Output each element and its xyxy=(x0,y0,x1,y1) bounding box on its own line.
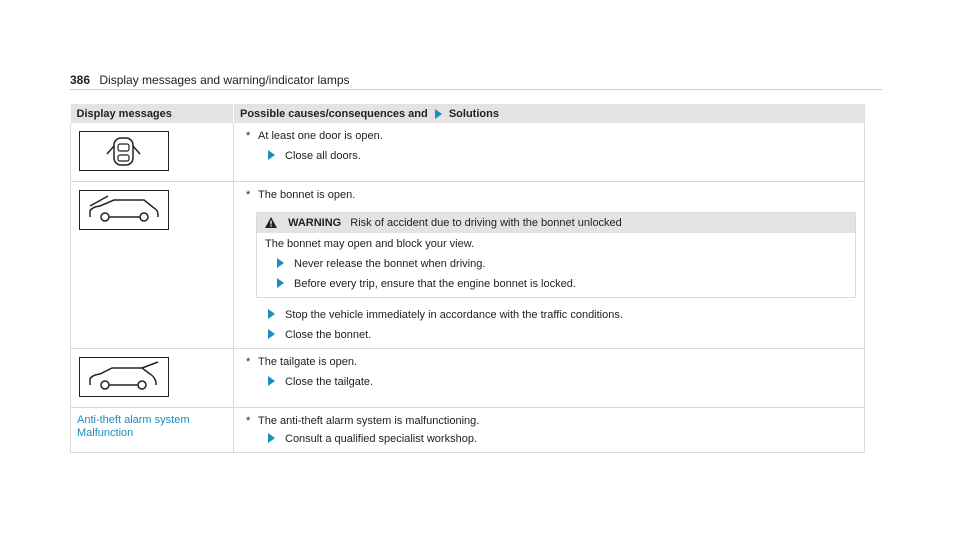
col-causes-solutions xyxy=(234,104,865,123)
cause-bullet: * xyxy=(246,189,251,201)
cause-text: * The bonnet is open. xyxy=(246,189,356,201)
warning-title: Risk of accident due to driving with the bonnet unlocked xyxy=(350,217,622,229)
solution-arrow-icon xyxy=(435,109,442,119)
cause-text: * The tailgate is open. xyxy=(246,356,358,368)
step-arrow-icon xyxy=(268,376,275,386)
table-row xyxy=(71,123,865,182)
solution-step: Close all doors. xyxy=(268,149,858,163)
warning-header xyxy=(257,213,855,233)
step-arrow-icon xyxy=(268,329,275,339)
warning-label: WARNING xyxy=(288,217,342,229)
display-message-line1: Anti-theft alarm system xyxy=(77,414,190,426)
bonnet-open-icon xyxy=(79,190,169,230)
tailgate-open-icon xyxy=(79,357,169,397)
header-rule xyxy=(70,89,882,90)
door-open-icon xyxy=(79,131,169,171)
display-message-line2: Malfunction xyxy=(77,427,134,439)
step-arrow-icon xyxy=(268,150,275,160)
solution-step: Consult a qualified specialist workshop. xyxy=(268,432,858,446)
cause-bullet: * xyxy=(246,415,251,427)
cause-bullet: * xyxy=(246,356,251,368)
warning-box xyxy=(256,212,856,298)
display-messages-table xyxy=(70,104,865,453)
page-header-title: Display messages and warning/indicator lamps xyxy=(99,73,350,87)
step-arrow-icon xyxy=(268,433,275,443)
warning-step: Never release the bonnet when driving. xyxy=(277,257,847,271)
cause-bullet: * xyxy=(246,130,251,142)
table-row xyxy=(71,349,865,408)
col-causes-label: Possible causes/consequences and xyxy=(240,107,428,120)
cause-text: * The anti-theft alarm system is malfunctioning. xyxy=(246,415,480,427)
solution-step: Stop the vehicle immediately in accordance with the traffic conditions. xyxy=(268,308,858,322)
step-arrow-icon xyxy=(277,258,284,268)
cause-text: * At least one door is open. xyxy=(246,130,383,142)
page-number: 386 xyxy=(70,73,91,87)
step-arrow-icon xyxy=(268,309,275,319)
table-row xyxy=(71,408,865,453)
solution-step: Close the tailgate. xyxy=(268,375,858,389)
warning-triangle-icon xyxy=(265,217,277,232)
warning-text: The bonnet may open and block your view. xyxy=(265,238,475,250)
step-arrow-icon xyxy=(277,278,284,288)
warning-body xyxy=(257,233,855,297)
warning-step: Before every trip, ensure that the engine bonnet is locked. xyxy=(277,277,847,291)
page-header xyxy=(70,73,350,87)
col-display-messages: Display messages xyxy=(71,104,234,123)
table-row xyxy=(71,182,865,349)
col-solutions-label: Solutions xyxy=(448,107,499,120)
solution-step: Close the bonnet. xyxy=(268,328,858,342)
